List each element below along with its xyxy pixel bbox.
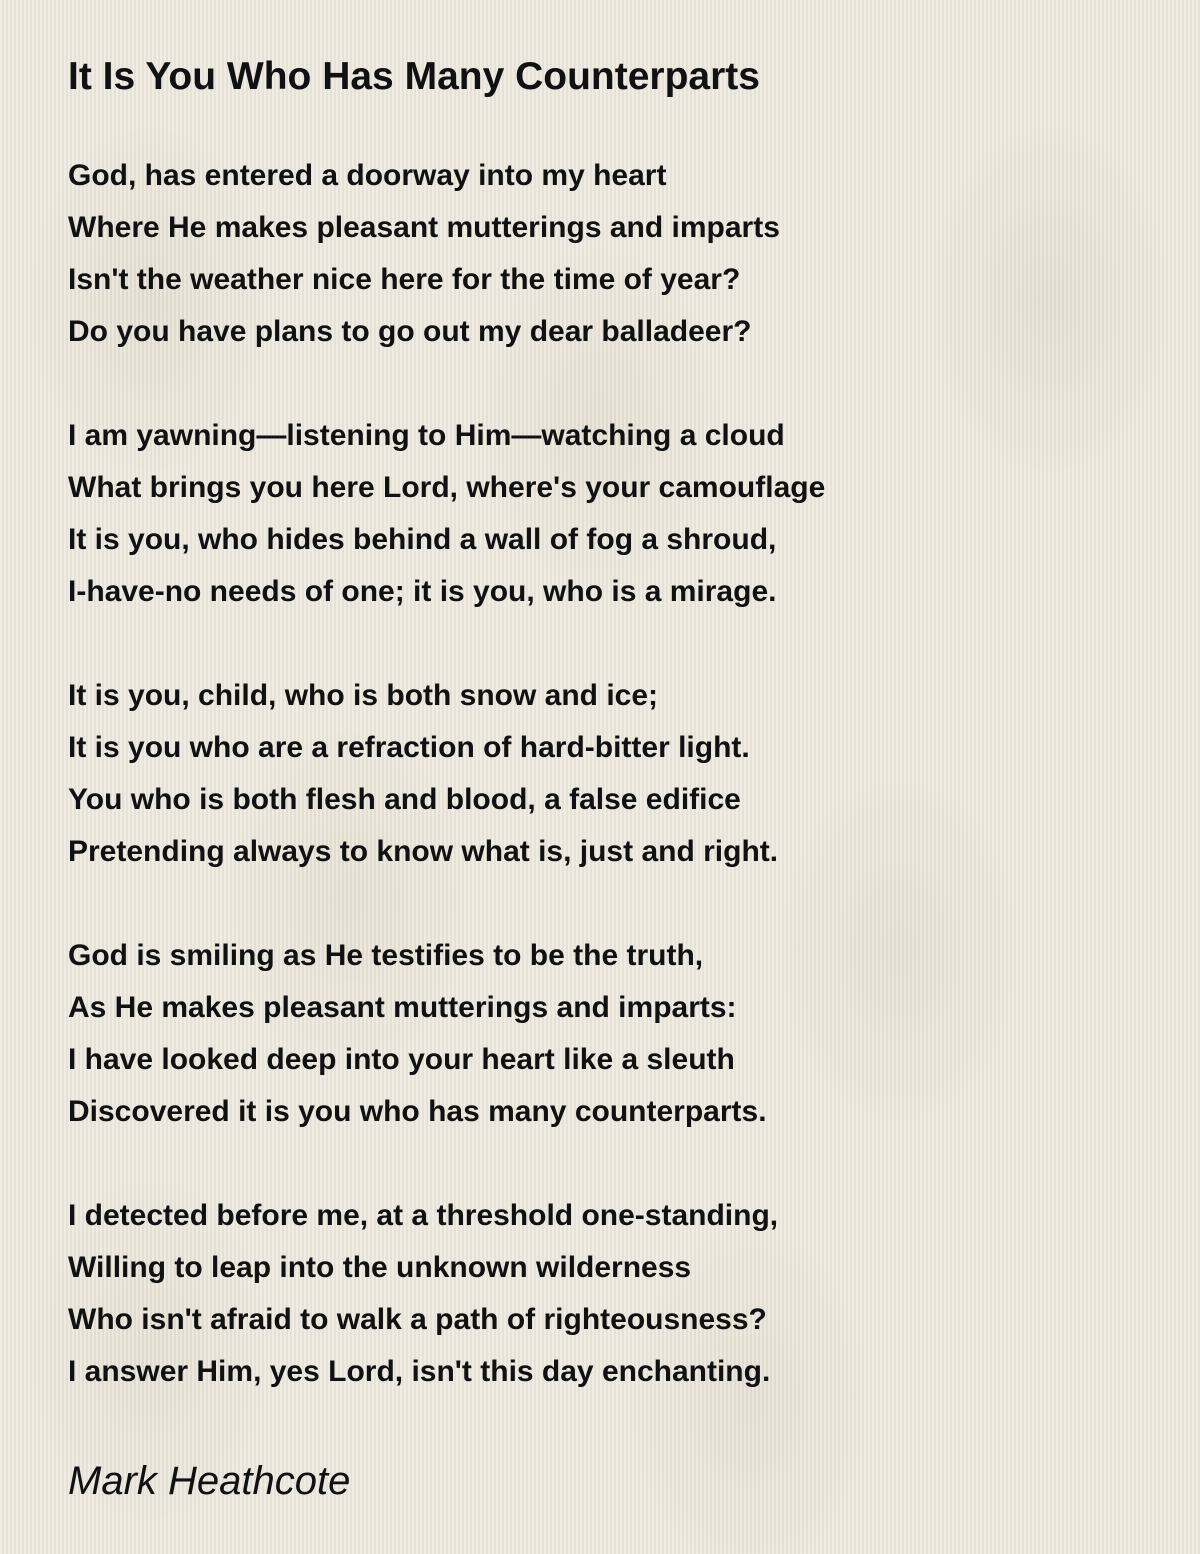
poem-line: God is smiling as He testifies to be the truth, bbox=[68, 939, 704, 972]
poem-author: Mark Heathcote bbox=[68, 1459, 351, 1503]
poem-title: It Is You Who Has Many Counterparts bbox=[68, 55, 760, 98]
poem-line: I answer Him, yes Lord, isn't this day enchanting. bbox=[68, 1355, 771, 1388]
poem-line: You who is both flesh and blood, a false edifice bbox=[68, 783, 741, 816]
stanza-1 bbox=[68, 150, 1148, 358]
poem-body bbox=[68, 150, 1148, 1398]
stanza-4 bbox=[68, 930, 1148, 1138]
stanza-2 bbox=[68, 410, 1148, 618]
poem-line: As He makes pleasant mutterings and imparts: bbox=[68, 991, 737, 1024]
poem-line: I-have-no needs of one; it is you, who is a mirage. bbox=[68, 575, 777, 608]
poem-line: Who isn't afraid to walk a path of righteousness? bbox=[68, 1303, 767, 1336]
poem-line: Pretending always to know what is, just and right. bbox=[68, 835, 779, 868]
poem-page bbox=[68, 52, 1148, 1506]
poem-line: Do you have plans to go out my dear balladeer? bbox=[68, 315, 752, 348]
poem-line: Isn't the weather nice here for the time of year? bbox=[68, 263, 741, 296]
poem-line: Where He makes pleasant mutterings and imparts bbox=[68, 211, 780, 244]
poem-line: I detected before me, at a threshold one-standing, bbox=[68, 1199, 779, 1232]
poem-line: It is you, child, who is both snow and ice; bbox=[68, 679, 659, 712]
poem-line: It is you, who hides behind a wall of fog a shroud, bbox=[68, 523, 777, 556]
poem-line: Willing to leap into the unknown wilderness bbox=[68, 1251, 692, 1284]
stanza-3 bbox=[68, 670, 1148, 878]
stanza-5 bbox=[68, 1190, 1148, 1398]
poem-line: I have looked deep into your heart like a sleuth bbox=[68, 1043, 735, 1076]
poem-line: Discovered it is you who has many counterparts. bbox=[68, 1095, 767, 1128]
poem-line: God, has entered a doorway into my heart bbox=[68, 159, 667, 192]
poem-line: I am yawning—listening to Him—watching a cloud bbox=[68, 419, 785, 452]
poem-line: It is you who are a refraction of hard-bitter light. bbox=[68, 731, 750, 764]
poem-line: What brings you here Lord, where's your camouflage bbox=[68, 471, 826, 504]
